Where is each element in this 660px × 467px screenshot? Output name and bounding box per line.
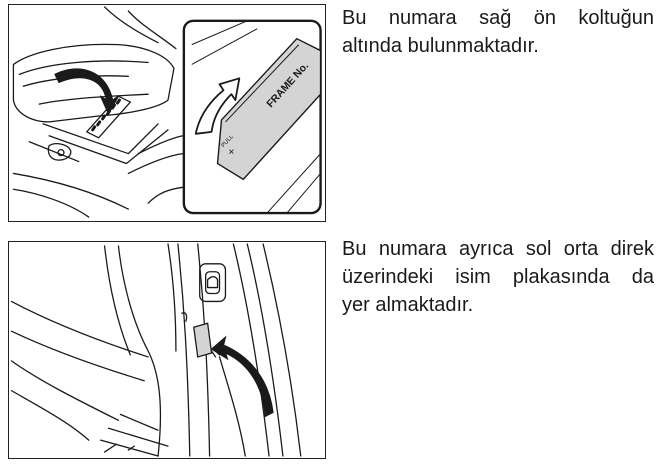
caption-line: Bu numara ayrıca sol orta direk <box>342 238 654 260</box>
name-plate <box>194 323 212 357</box>
seat-frame-number-drawing <box>9 5 325 221</box>
pillar-location-caption <box>342 235 654 319</box>
frame-number-inset <box>184 21 321 213</box>
caption-line: yer almaktadır. <box>342 294 474 316</box>
frame-number-plate-label: FRAME No. <box>265 60 312 111</box>
seat-location-caption <box>342 4 654 60</box>
caption-line: Bu numara sağ ön koltuğun <box>342 7 654 29</box>
pull-label: PULL <box>220 133 235 150</box>
seat-frame-number-illustration <box>8 4 326 222</box>
center-pillar-drawing <box>9 242 325 458</box>
center-pillar-illustration <box>8 241 326 459</box>
pointer-arrow-icon <box>212 337 273 416</box>
caption-line: üzerindeki isim plakasında da <box>342 266 654 288</box>
caption-line: altında bulunmaktadır. <box>342 35 539 57</box>
